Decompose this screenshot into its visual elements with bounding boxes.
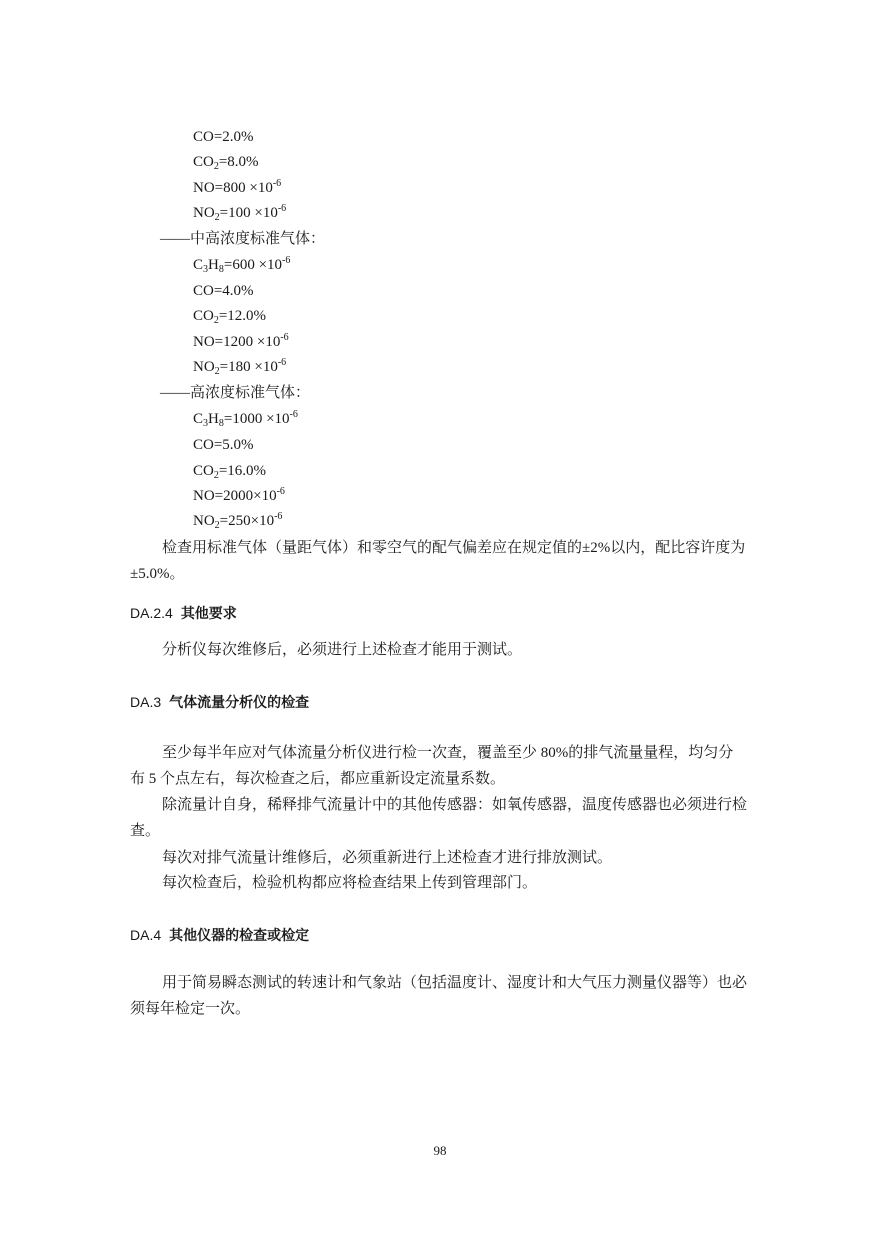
page-number: 98 [433,1143,447,1158]
da3-paragraph-1: 至少每半年应对气体流量分析仪进行检一次查，覆盖至少 80%的排气流量量程，均匀分布 5 个点左右，每次检查之后，都应重新设定流量系数。 [130,745,734,787]
gas-entry: $NO=1200 \times 10^{-6}$ [193,332,289,350]
high-concentration-label: ——高浓度标准气体： [160,385,311,401]
gas-entry: $C_3H_8=600 \times 10^{-6}$ [193,255,291,275]
da3-paragraph-4: 每次检查后，检验机构都应将检查结果上传到管理部门。 [162,875,538,891]
gas-entry: $NO_2=180 \times 10^{-6}$ [193,357,287,377]
mid-concentration-label: ——中高浓度标准气体： [160,231,326,247]
gas-entry: CO=5.0% [193,437,254,453]
gas-entry: $CO_2=16.0\%$ [193,463,267,481]
da3-paragraph-3: 每次对排气流量计维修后，必须重新进行上述检查才进行排放测试。 [162,850,613,866]
gas-entry: $CO_2=8.0\%$ [193,154,259,172]
gas-entry: CO=4.0% [193,283,254,299]
gas-entry: $NO=2000\times 10^{-6}$ [193,486,285,504]
gas-entry: $C_3H_8=1000 \times 10^{-6}$ [193,409,298,429]
tolerance-paragraph: 检查用标准气体（量距气体）和零空气的配气偏差应在规定值的±2%以内，配比容许度为±5.0%。 [130,540,746,582]
section-heading-da24: DA.2.4 其他要求 [130,605,237,621]
gas-entry: $NO_2=250\times 10^{-6}$ [193,511,283,531]
gas-entry: $NO_2=100 \times 10^{-6}$ [193,203,287,223]
gas-entry: CO=2.0% [193,129,254,145]
gas-entry: $CO_2=12.0\%$ [193,308,267,326]
da24-paragraph: 分析仪每次维修后，必须进行上述检查才能用于测试。 [162,642,523,658]
section-heading-da4: DA.4 其他仪器的检查或检定 [130,927,310,943]
da3-paragraph-2: 除流量计自身，稀释排气流量计中的其他传感器：如氧传感器，温度传感器也必须进行检查。 [130,797,748,839]
section-heading-da3: DA.3 气体流量分析仪的检查 [130,694,310,710]
da4-paragraph: 用于简易瞬态测试的转速计和气象站（包括温度计、湿度计和大气压力测量仪器等）也必须每年检定一次。 [130,975,748,1017]
gas-entry: $NO=800 \times 10^{-6}$ [193,178,282,196]
